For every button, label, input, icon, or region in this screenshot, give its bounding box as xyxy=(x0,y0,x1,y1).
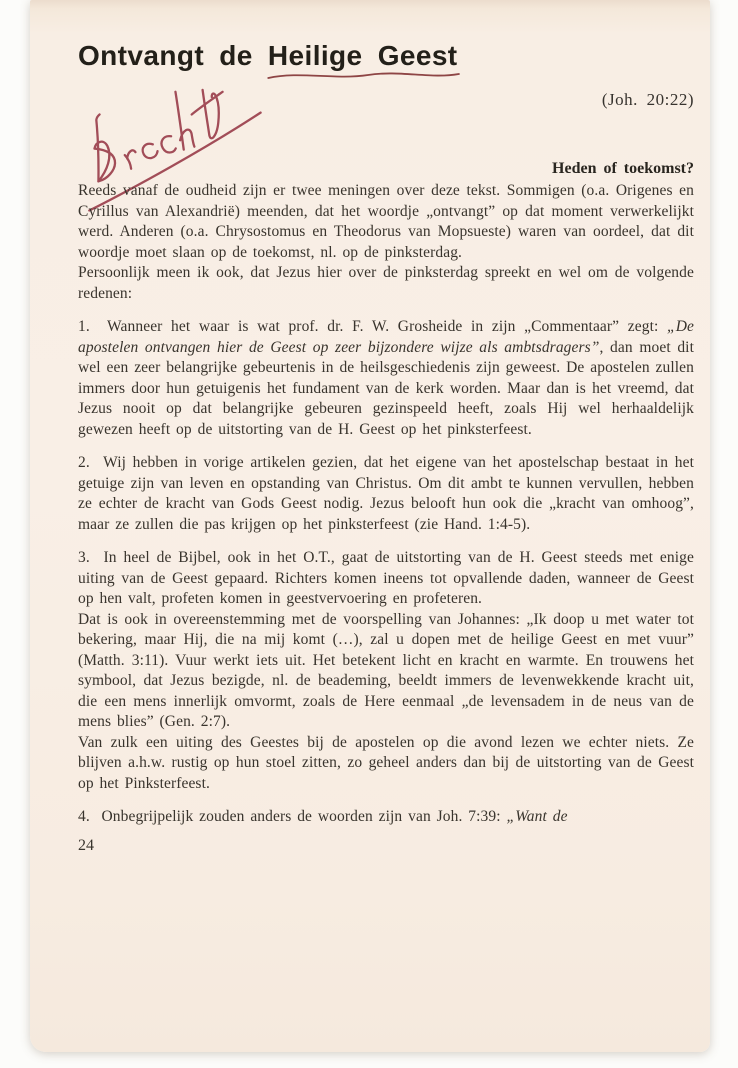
point-4-text: 4. Onbegrijpelijk zouden anders de woorden zijn van Joh. 7:39: xyxy=(78,808,507,825)
paragraph-point-4 xyxy=(78,807,694,828)
paragraph-point-3a: 3. In heel de Bijbel, ook in het O.T., gaat de uitstorting van de H. Geest steeds met enige uiting van de Geest gepaard. Richters komen ineens tot opvallende daden, wanneer de Geest op hen valt, profeten komen in geestvervoering en profeteren. xyxy=(78,549,694,607)
handwritten-underline-stroke xyxy=(265,69,462,83)
section-heading: Heden of toekomst? xyxy=(552,160,694,177)
point-1-text: 1. Wanneer het waar is wat prof. dr. F. W. Grosheide in zijn „Commentaar” zegt: xyxy=(78,318,667,335)
paragraph-point-2: 2. Wij hebben in vorige artikelen gezien, dat het eigene van het apostelschap bestaat in het getuige zijn van leven en opstanding van Christus. Om dit ambt te kunnen vervullen, hebben ze echter de kracht van Gods Geest nodig. Jezus belooft hun ook die „kracht van omhoog”, maar ze zullen die pas krijgen op het pinksterfeest (zie Hand. 1:4-5). xyxy=(78,454,694,533)
document-title-part1: Ontvangt de xyxy=(78,40,268,71)
scripture-reference: (Joh. 20:22) xyxy=(601,90,694,109)
point-1-quote: „De apostelen ontvangen hier de Geest op zeer bijzondere wijze als ambtsdragers” xyxy=(78,318,694,356)
paragraph-point-3c: Van zulk een uiting des Geestes bij de apostelen op die avond lezen we echter niets. Ze blijven a.h.w. rustig op hun stoel zitten, zo geheel anders dan bij de uitstorting van de Geest op het Pinksterfeest. xyxy=(78,733,694,792)
scanned-page xyxy=(30,0,710,1052)
paragraph-intro-2: Persoonlijk meen ik ook, dat Jezus hier over de pinksterdag spreekt en wel om de volgende redenen: xyxy=(78,264,694,302)
point-4-quote: „Want de xyxy=(506,808,568,825)
paragraph-point-1 xyxy=(78,317,694,440)
document-title xyxy=(78,40,694,72)
page-content xyxy=(78,0,694,855)
document-title-part2: Heilige Geest xyxy=(268,40,458,72)
paragraph-intro-1: Reeds vanaf de oudheid zijn er twee meningen over deze tekst. Sommigen (o.a. Origenes en Cyrillus van Alexandrië) meenden, dat het woordje „ontvangt” op dat moment verwerkelijkt werd. Anderen (o.a. Chrysostomus en Theodorus van Mopsueste) waren van oordeel, dat dit woordje moet slaan op de toekomst, nl. op de pinksterdag. xyxy=(78,182,694,261)
page-number: 24 xyxy=(78,836,94,854)
point-1-text-cont: , dan moet dit wel een zeer belangrijke gebeurtenis in de heilsgeschiedenis zijn geweest. De apostelen zullen immers door hun getuigenis het fundament van de kerk worden. Maar dan is het vreemd, dat Jezus nooit op dat belangrijke gebeuren gezinspeeld heeft, zoals Hij wel herhaaldelijk gewezen heeft op de uitstorting van de H. Geest op het pinksterfeest. xyxy=(78,338,694,438)
paragraph-point-3b: Dat is ook in overeenstemming met de voorspelling van Johannes: „Ik doop u met water tot bekering, maar Hij, die na mij komt (…), zal u dopen met de heilige Geest en met vuur” (Matth. 3:11). Vuur werkt iets uit. Het betekent licht en kracht en warmte. En trouwens het symbool, dat Jezus bezigde, nl. de beademing, beeldt immers de levenwekkende kracht uit, die een mens innerlijk omvormt, zoals de Here eenmaal „de levensadem in de neus van de mens blies” (Gen. 2:7). xyxy=(78,610,694,730)
